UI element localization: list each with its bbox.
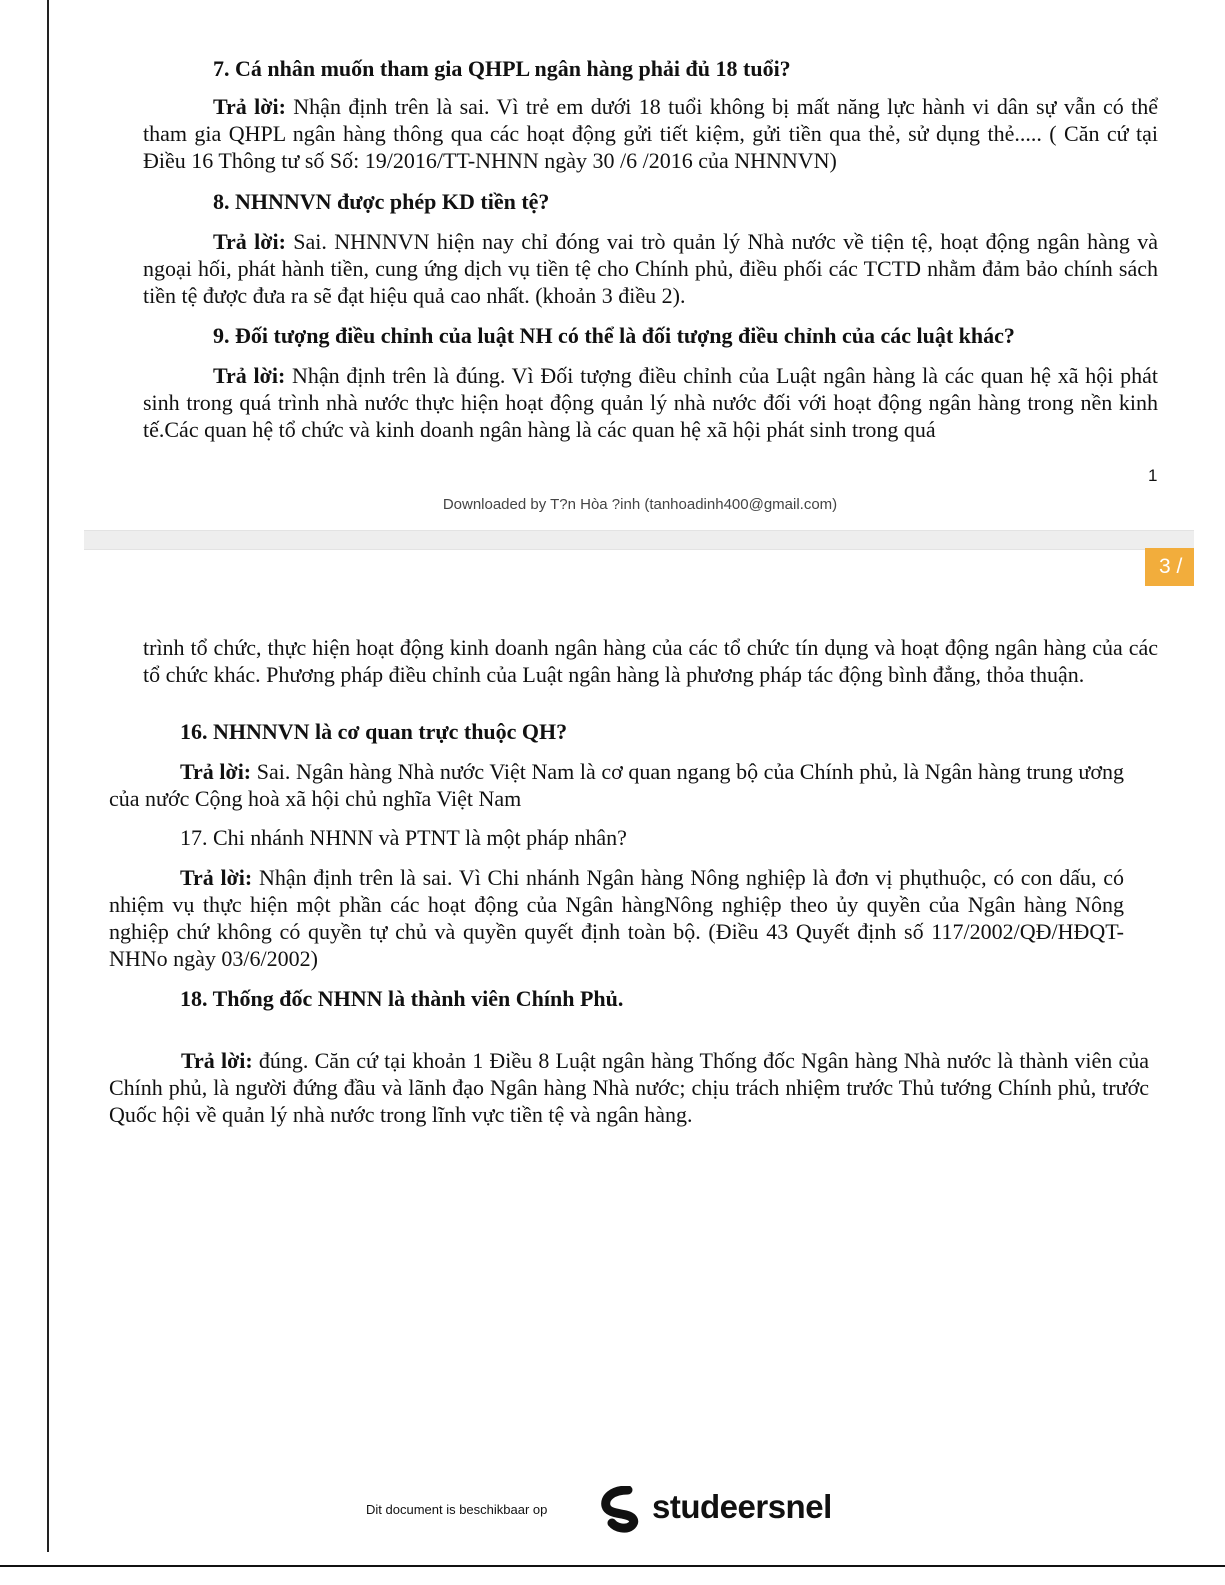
question-8-title: 8. NHNNVN được phép KD tiền tệ? (213, 189, 550, 214)
bottom-border (0, 1565, 1225, 1567)
footer-availability-text: Dit document is beschikbaar op (366, 1502, 548, 1517)
answer-9-text: Nhận định trên là đúng. Vì Đối tượng điều chỉnh của Luật ngân hàng là các quan hệ xã hội phát sinh trong quá trình nhà nước thực hiện hoạt động quản lý nhà nước đối với hoạt động ngân hàng trong nền kinh tế.Các quan hệ tổ chức và kinh doanh ngân hàng là các quan hệ xã hội phát sinh trong quá (143, 363, 1158, 442)
answer-17-label: Trả lời: (180, 865, 253, 890)
answer-7-text: Nhận định trên là sai. Vì trẻ em dưới 18 tuổi không bị mất năng lực hành vi dân sự vẫn có thể tham gia QHPL ngân hàng thông qua các hoạt động gửi tiết kiệm, gửi tiền qua thẻ, sử dụng thẻ..... ( Căn cứ tại Điều 16 Thông tư số Số: 19/2016/TT-NHNN ngày 30 /6 /2016 của NHNNVN) (143, 94, 1159, 173)
answer-8 (143, 228, 1158, 309)
answer-9-label: Trả lời: (213, 363, 286, 388)
question-16-title: 16. NHNNVN là cơ quan trực thuộc QH? (180, 719, 568, 744)
answer-8-text: Sai. NHNNVN hiện nay chỉ đóng vai trò quản lý Nhà nước về tiện tệ, hoạt động ngân hàng và ngoại hối, phát hành tiền, cung ứng dịch vụ tiền tệ cho Chính phủ, điều phối các TCTD nhằm đảm bảo chính sách tiền tệ được đưa ra sẽ đạt hiệu quả cao nhất. (khoản 3 điều 2). (143, 229, 1158, 308)
question-17-title: 17. Chi nhánh NHNN và PTNT là một pháp nhân? (180, 825, 627, 850)
studeersnel-brand[interactable]: studeersnel (652, 1488, 832, 1525)
download-watermark: Downloaded by T?n Hòa ?inh (tanhoadinh400@gmail.com) (442, 496, 838, 513)
answer-7 (143, 93, 1158, 174)
studeersnel-logo-icon (598, 1486, 648, 1536)
answer-18-label: Trả lời: (181, 1048, 253, 1073)
answer-7-label: Trả lời: (213, 94, 286, 119)
answer-9 (143, 362, 1158, 443)
page-separator (84, 530, 1194, 550)
answer-18 (109, 1047, 1149, 1128)
document-page-2 (0, 600, 1225, 1585)
answer-17 (109, 864, 1124, 972)
studeersnel-footer (366, 1484, 866, 1536)
answer-8-label: Trả lời: (213, 229, 286, 254)
answer-16 (109, 758, 1124, 812)
question-9-title: 9. Đối tượng điều chỉnh của luật NH có thể là đối tượng điều chỉnh của các luật khác? (213, 323, 1015, 348)
answer-9-continuation: trình tổ chức, thực hiện hoạt động kinh doanh ngân hàng của các tổ chức tín dụng và hoạt động ngân hàng của các tổ chức khác. Phương pháp điều chỉnh của Luật ngân hàng là phương pháp tác động bình đẳng, thỏa thuận. (143, 635, 1158, 687)
answer-16-text: Sai. Ngân hàng Nhà nước Việt Nam là cơ quan ngang bộ của Chính phủ, là Ngân hàng trung ương của nước Cộng hoà xã hội chủ nghĩa Việt Nam (109, 759, 1124, 811)
question-18-title: 18. Thống đốc NHNN là thành viên Chính Phủ. (180, 986, 624, 1011)
page-indicator-badge: 3 / (1145, 548, 1194, 586)
answer-17-text: Nhận định trên là sai. Vì Chi nhánh Ngân hàng Nông nghiệp là đơn vị phụthuộc, có con dấu, có nhiệm vụ thực hiện một phần các hoạt động của Ngân hàngNông nghiệp theo ủy quyền của Ngân hàng Nông nghiệp chứ không có quyền tự chủ và quyền quyết định toàn bộ. (Điều 43 Quyết định số 117/2002/QĐ/HĐQT-NHNo ngày 03/6/2002) (109, 865, 1124, 971)
question-7-title: 7. Cá nhân muốn tham gia QHPL ngân hàng phải đủ 18 tuổi? (213, 56, 791, 81)
page-number: 1 (1148, 466, 1158, 485)
answer-16-label: Trả lời: (180, 759, 252, 784)
answer-18-text: đúng. Căn cứ tại khoản 1 Điều 8 Luật ngân hàng Thống đốc Ngân hàng Nhà nước là thành viên của Chính phủ, là người đứng đầu và lãnh đạo Ngân hàng Nhà nước; chịu trách nhiệm trước Thủ tướng Chính phủ, trước Quốc hội về quản lý nhà nước trong lĩnh vực tiền tệ và ngân hàng. (109, 1048, 1149, 1127)
document-page-1 (0, 0, 1225, 530)
